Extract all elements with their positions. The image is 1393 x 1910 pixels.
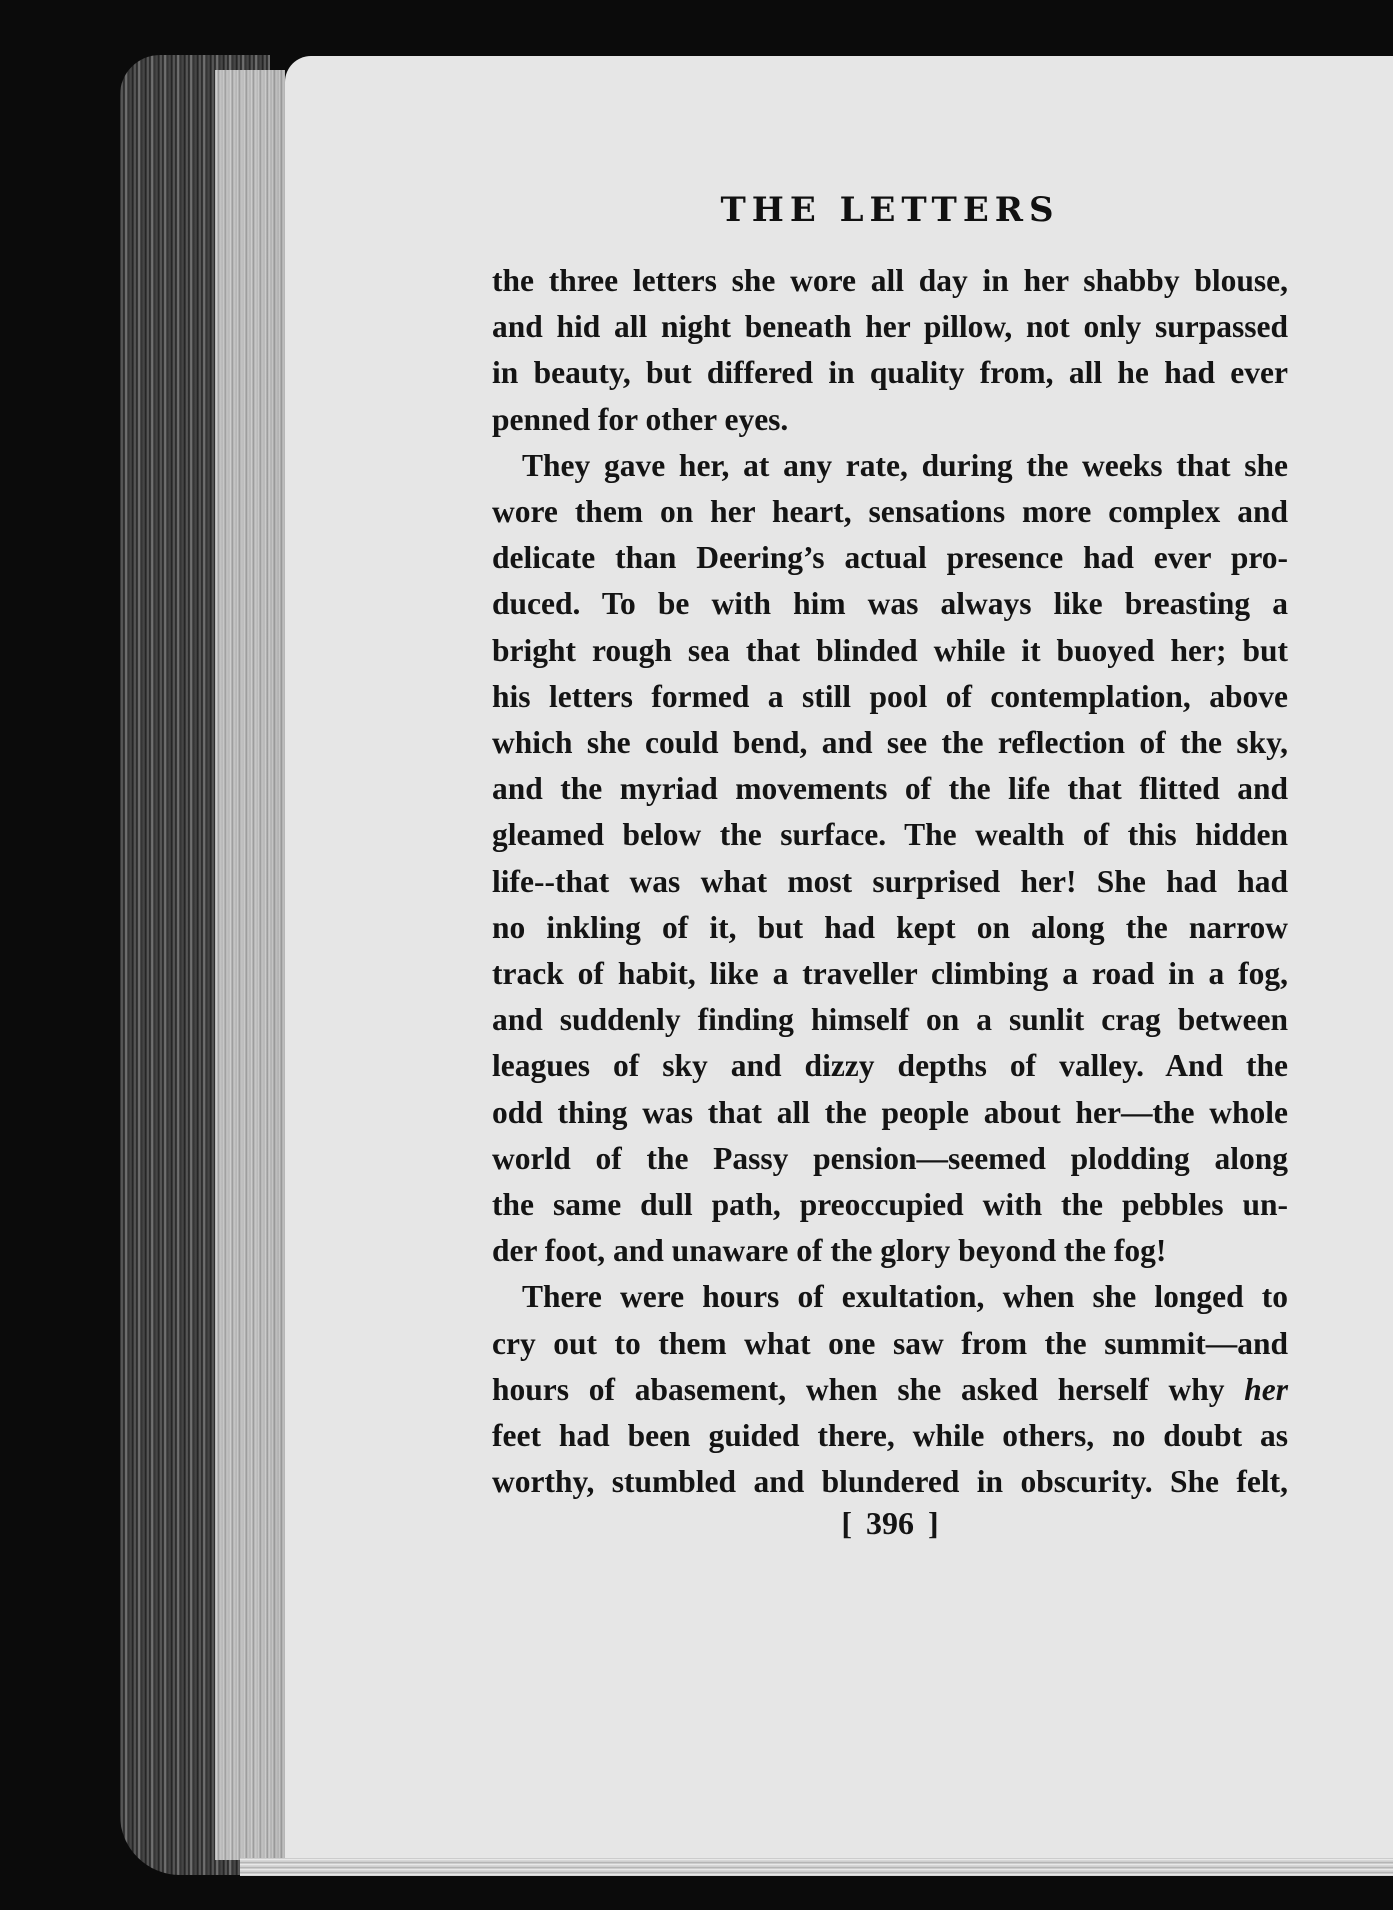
- text-line: his letters formed a still pool of contemplation, above: [492, 678, 1288, 714]
- text-line: cry out to them what one saw from the summit—and: [492, 1325, 1288, 1361]
- text-line: der foot, and unaware of the glory beyond the fog!: [492, 1233, 1167, 1269]
- text-line: track of habit, like a traveller climbing a road in a fog,: [492, 956, 1288, 992]
- text-line: [492, 1367, 1288, 1413]
- text-line: which she could bend, and see the reflection of the sky,: [492, 725, 1288, 761]
- text-line: wore them on her heart, sensations more complex and: [492, 494, 1288, 530]
- text-line: world of the Passy pension—seemed plodding along: [492, 1140, 1288, 1176]
- text-line: delicate than Deering’s actual presence had ever pro-: [492, 540, 1288, 576]
- paragraph-3: [492, 1274, 1288, 1505]
- text-line: and the myriad movements of the life that flitted and: [492, 771, 1288, 807]
- paragraph-2: [492, 443, 1288, 1275]
- text-line: bright rough sea that blinded while it buoyed her; but: [492, 632, 1288, 668]
- text-span: hours of abasement, when she asked herself why: [492, 1371, 1245, 1407]
- running-head: THE LETTERS: [720, 190, 1060, 230]
- paragraph-1: [492, 258, 1288, 443]
- emphasized-word: her: [1244, 1371, 1288, 1407]
- text-line: penned for other eyes.: [492, 401, 789, 437]
- text-line: worthy, stumbled and blundered in obscurity. She felt,: [492, 1464, 1288, 1500]
- text-line: and hid all night beneath her pillow, not only surpassed: [492, 309, 1288, 345]
- text-line: duced. To be with him was always like breasting a: [492, 586, 1288, 622]
- page-bottom-edge: [240, 1858, 1393, 1876]
- text-line: gleamed below the surface. The wealth of this hidden: [492, 817, 1288, 853]
- body-text: [492, 258, 1288, 1505]
- text-line: life--that was what most surprised her! She had had: [492, 863, 1288, 899]
- text-line: the same dull path, preoccupied with the pebbles un-: [492, 1187, 1288, 1223]
- page-number: [ 396 ]: [841, 1505, 939, 1541]
- text-line: odd thing was that all the people about her—the whole: [492, 1094, 1288, 1130]
- text-line: They gave her, at any rate, during the weeks that she: [522, 447, 1288, 483]
- book-page-edges-light: [215, 70, 285, 1860]
- text-line: and suddenly finding himself on a sunlit crag between: [492, 1002, 1288, 1038]
- text-line: leagues of sky and dizzy depths of valley. And the: [492, 1048, 1288, 1084]
- text-line: the three letters she wore all day in her shabby blouse,: [492, 263, 1288, 298]
- text-line: in beauty, but differed in quality from, all he had ever: [492, 355, 1288, 391]
- text-line: There were hours of exultation, when she longed to: [522, 1279, 1288, 1315]
- text-line: feet had been guided there, while others, no doubt as: [492, 1418, 1288, 1454]
- text-line: no inkling of it, but had kept on along the narrow: [492, 909, 1288, 945]
